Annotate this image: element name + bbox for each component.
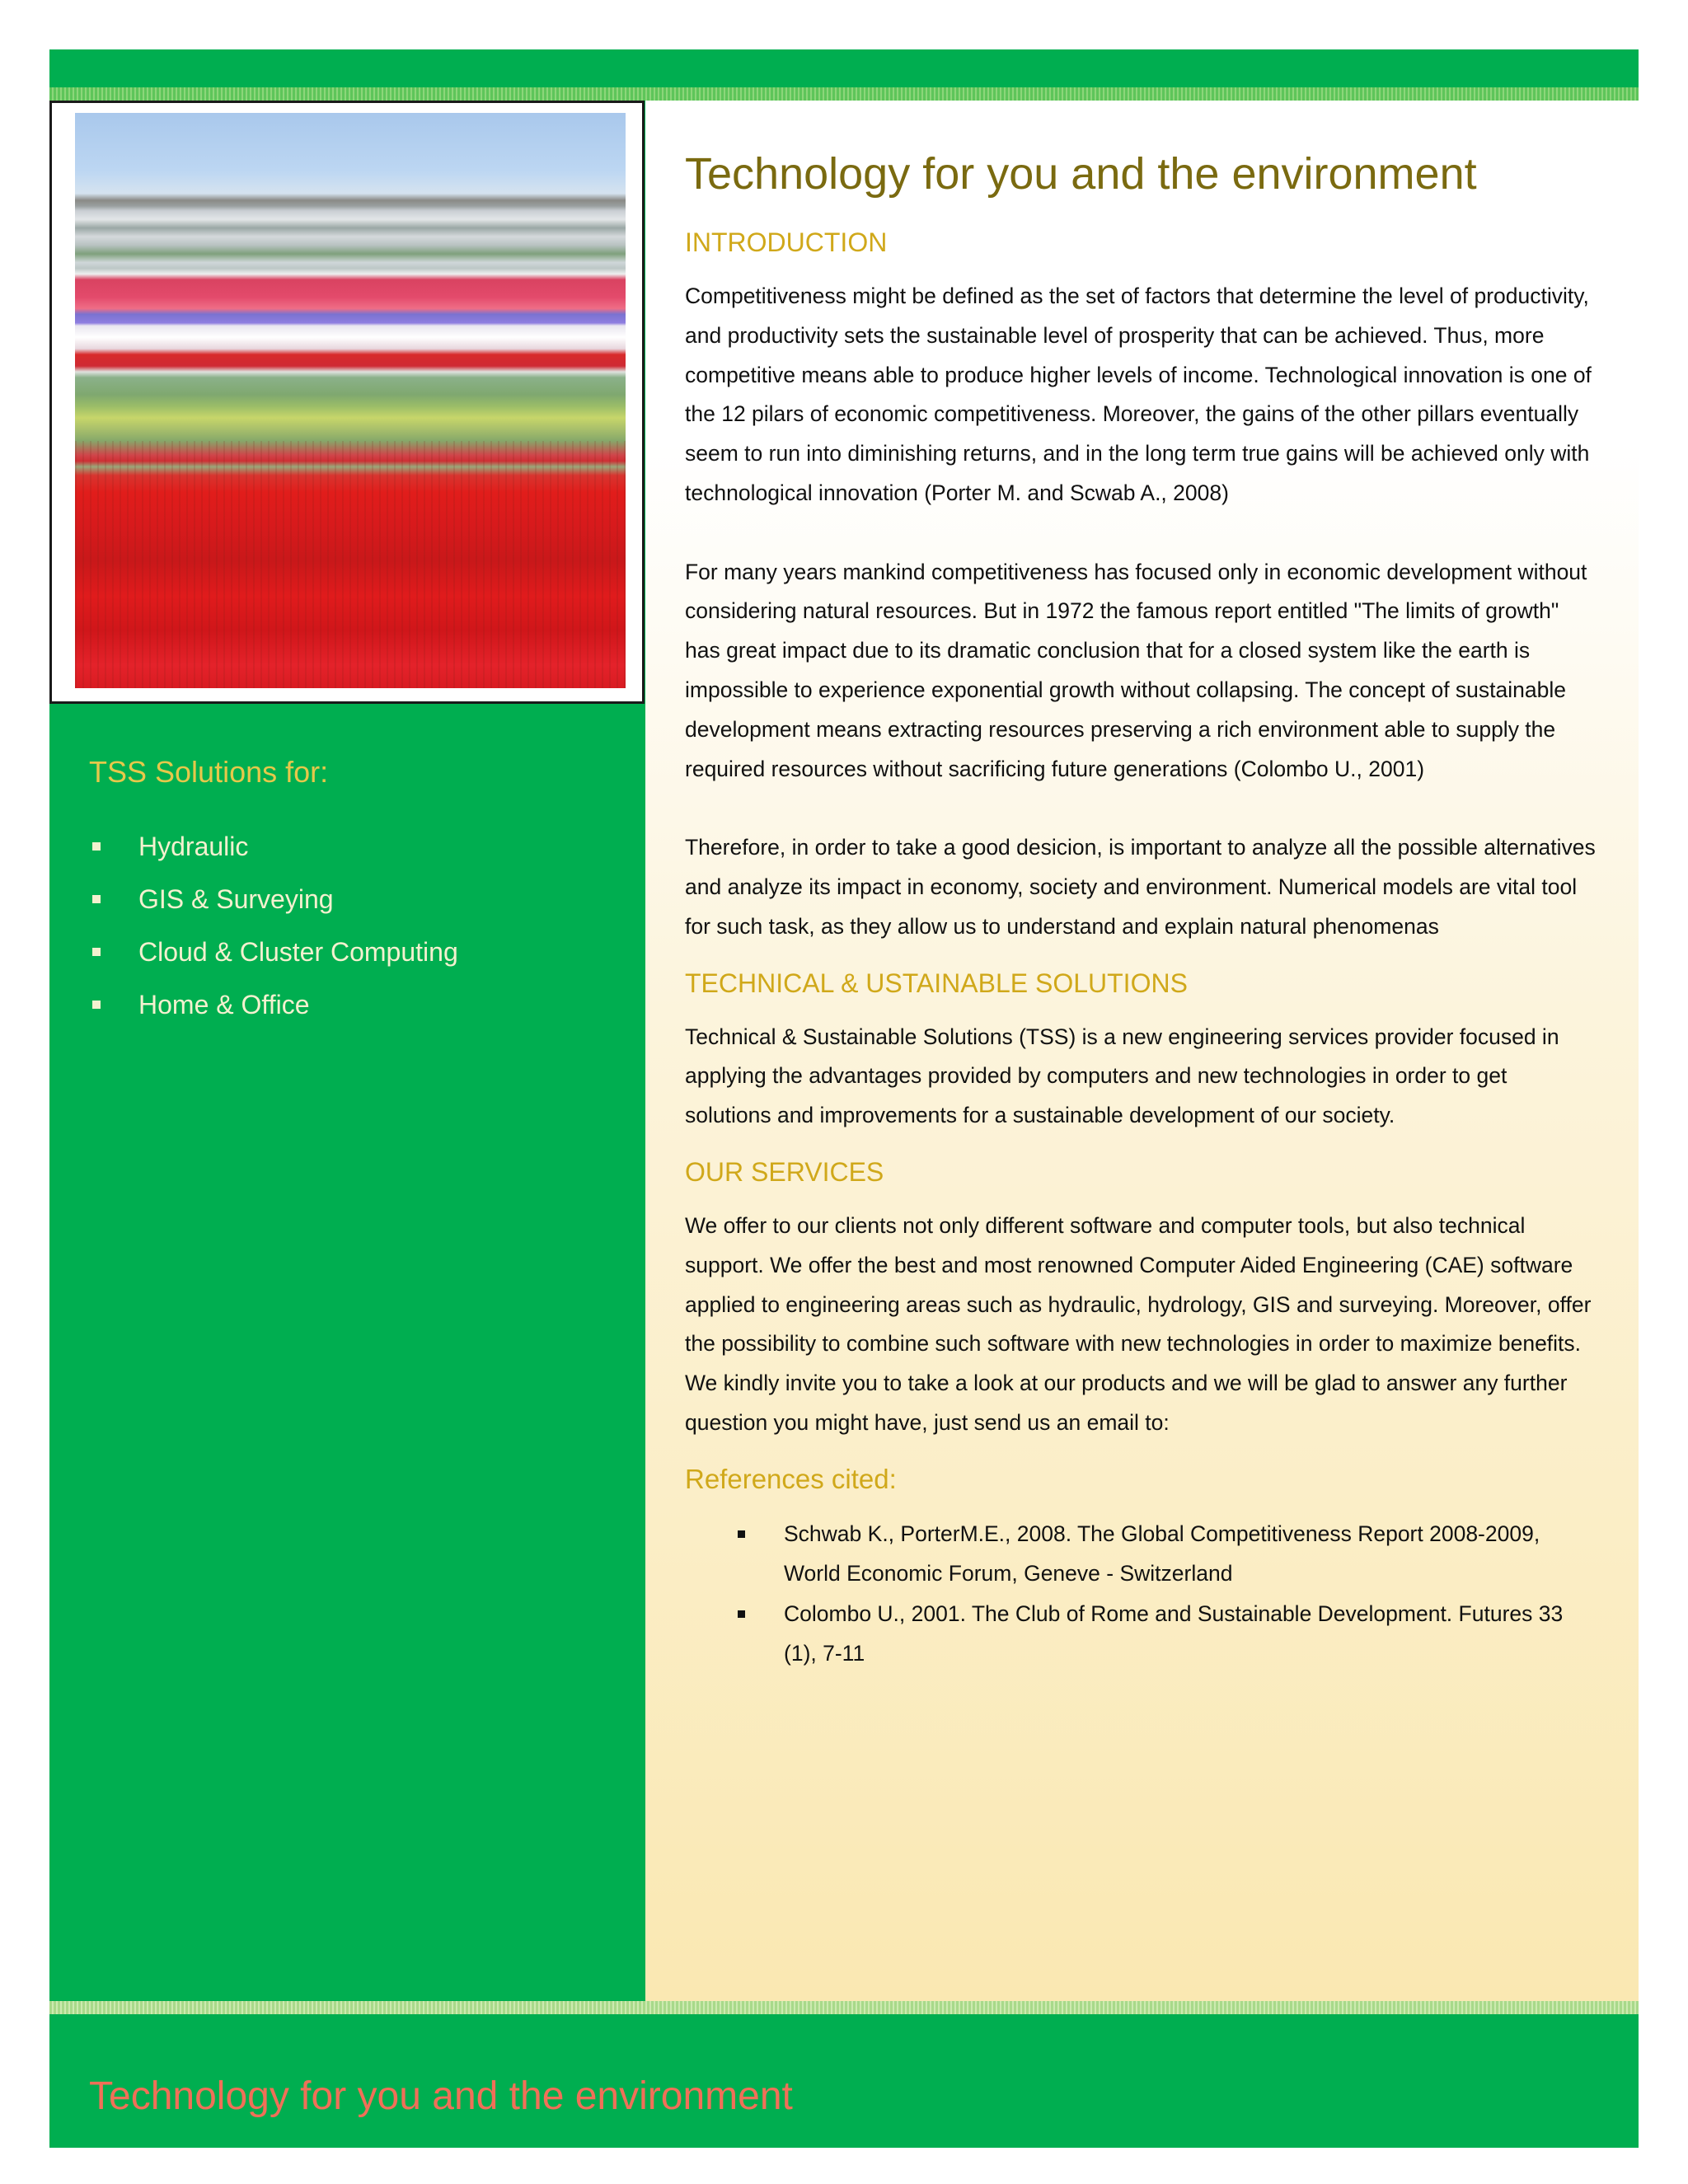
sidebar-item-gis-surveying [89,877,458,930]
sidebar-list [89,824,458,1035]
square-bullet-icon [92,842,101,851]
technical-paragraph: Technical & Sustainable Solutions (TSS) is a new engineering services provider focused in applying the advantages provided by computers and new technologies in order to get solutions and improvements for a sustainable development of our society. [685,1024,1559,1128]
square-bullet-icon [738,1530,745,1538]
intro-paragraph-1: Competitiveness might be defined as the set of factors that determine the level of productivity, and productivity sets the sustainable level of prosperity that can be achieved. Thus, more competitive means able to produce higher levels of income. Technological innovation is one of the 12 pilars of economic competitiveness. Moreover, the gains of the other pillars eventually seem to run into diminishing returns, and in the long term true gains will be achieved only with technological innovation (Porter M. and Scwab A., 2008) [685,284,1592,505]
sidebar-item-label: Home & Office [138,990,310,1019]
sidebar-item-label: Cloud & Cluster Computing [138,937,458,967]
our-services-heading: OUR SERVICES [685,1156,884,1187]
page-title: Technology for you and the environment [685,149,1477,199]
references-heading: References cited: [685,1463,897,1494]
footer-title: Technology for you and the environment [89,2074,793,2118]
header-stripe [49,87,1639,101]
footer-bar [49,2014,1639,2148]
introduction-heading: INTRODUCTION [685,227,888,257]
reference-text: Colombo U., 2001. The Club of Rome and Sustainable Development. Futures 33 (1), 7-11 [784,1601,1564,1666]
square-bullet-icon [92,1001,101,1009]
sidebar-item-label: Hydraulic [138,832,249,861]
intro-paragraph-2: For many years mankind competitiveness has focused only in economic development without considering natural resources. But in 1972 the famous report entitled "The limits of growth" has great impact due to its dramatic conclusion that for a closed system like the earth is impossible to experience exponential growth without collapsing. The concept of sustainable development means extracting resources preserving a rich environment able to supply the required resources without sacrificing future generations (Colombo U., 2001) [685,559,1587,781]
technical-solutions-heading: TECHNICAL & USTAINABLE SOLUTIONS [685,968,1188,998]
reference-text: Schwab K., PorterM.E., 2008. The Global Competitiveness Report 2008-2009, World Economic Forum, Geneve - Switzerland [784,1521,1540,1586]
square-bullet-icon [92,948,101,956]
square-bullet-icon [738,1610,745,1618]
photo-frame [49,101,645,704]
header-bar [49,49,1639,87]
reference-item [685,1594,1596,1674]
sidebar-item-hydraulic [89,824,458,877]
sidebar-item-home-office [89,982,458,1035]
sidebar-item-label: GIS & Surveying [138,884,334,914]
reference-item [685,1514,1596,1594]
references-list [685,1514,1596,1674]
sidebar-heading: TSS Solutions for: [89,755,329,789]
services-paragraph: We offer to our clients not only different software and computer tools, but also technical support. We offer the best and most renowned Computer Aided Engineering (CAE) software applied to engineering areas such as hydraulic, hydrology, GIS and surveying. Moreover, offer the possibility to combine such software with new technologies in order to maximize benefits. We kindly invite you to take a look at our products and we will be glad to answer any further question you might have, just send us an email to: [685,1212,1592,1435]
intro-paragraph-3: Therefore, in order to take a good desicion, is important to analyze all the possible alternatives and analyze its impact in economy, society and environment. Numerical models are vital tool for such task, as they allow us to understand and explain natural phenomenas [685,835,1596,939]
footer-stripe [49,2001,1639,2014]
tulip-field-photo [75,113,626,688]
square-bullet-icon [92,895,101,903]
sidebar-item-cloud-cluster [89,930,458,982]
main-content [645,101,1639,2001]
